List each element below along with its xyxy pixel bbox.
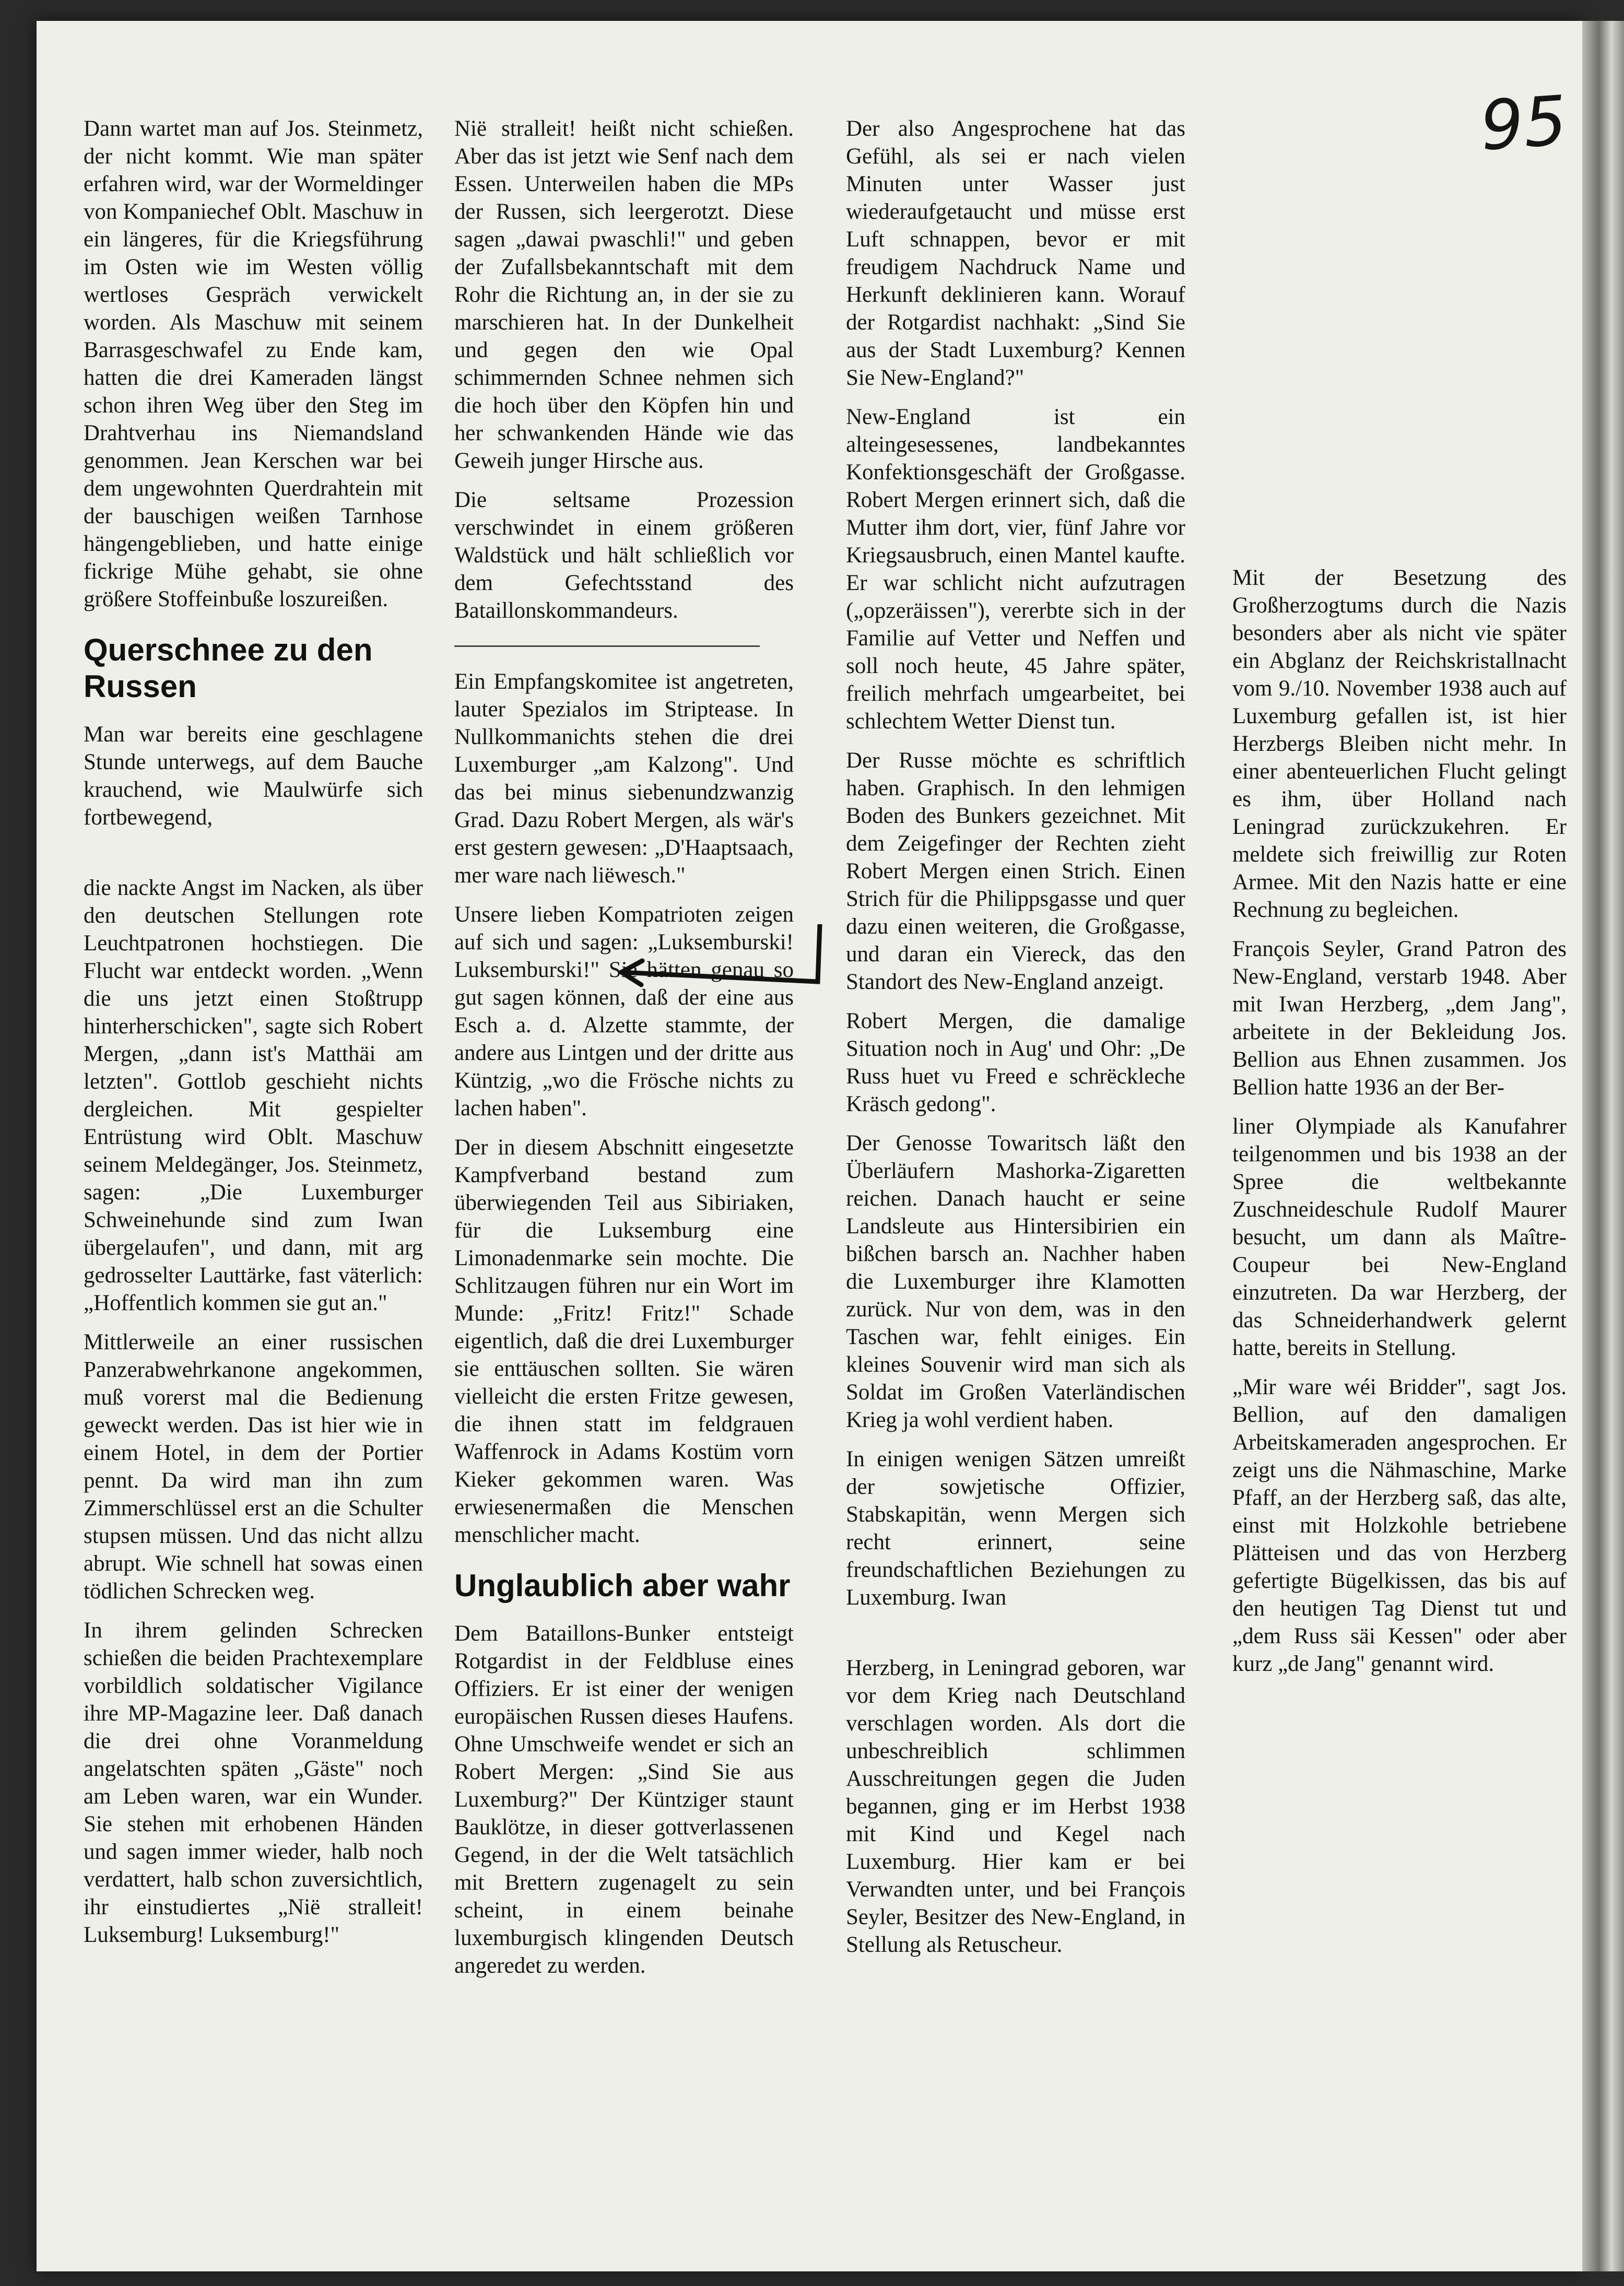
column-3: [846, 115, 1185, 1970]
page-edge: [1582, 21, 1624, 2271]
page-number: 95: [1477, 80, 1570, 166]
paragraph: Nië stralleit! heißt nicht schießen. Aber das ist jetzt wie Senf nach dem Essen. Unterweilen haben die MPs der Russen, sich leergerotzt. Diese sagen „dawai pwaschli!" und geben der Zufallsbekanntschaft mit dem Rohr die Richtung an, in der sie zu marschieren hat. In der Dunkelheit und gegen den wie Opal schimmernden Schnee nehmen sich die hoch über den Köpfen hin und her schwankenden Hände wie das Geweih junger Hirsche aus.: [454, 116, 794, 473]
paragraph: Ein Empfangskomitee ist angetreten, lauter Spezialos im Striptease. In Nullkommanichts stehen die drei Luxemburger „am Kalzong". Und das bei minus siebenundzwanzig Grad. Dazu Robert Mergen, als wär's erst gestern gewesen: „D'Haaptsaach, mer ware nach liëwesch.": [454, 669, 794, 888]
paragraph: New-England ist ein alteingesessenes, landbekanntes Konfektionsgeschäft der Großgasse. Robert Mergen erinnert sich, daß die Mutter ihm dort, vier, fünf Jahre vor Kriegsausbruch, einen Mantel kaufte. Er war schlicht nicht aufzutragen („opzeräissen"), vererbte sich in der Familie auf Vetter und Neffen und soll noch heute, 45 Jahre später, freilich mehrfach umgearbeitet, bei schlechtem Wetter Dienst tun.: [846, 405, 1185, 734]
paragraph: die nackte Angst im Nacken, als über den deutschen Stellungen rote Leuchtpatronen hochstiegen. Die Flucht war entdeckt worden. „Wenn die uns jetzt einen Stoßtrupp hinterherschicken", sagte sich Robert Mergen, „dann ist's Matthäi am letzten". Gottlob geschieht nichts dergleichen. Mit gespielter Entrüstung wird Oblt. Maschuw seinem Meldegänger, Jos. Steinmetz, sagen: „Die Luxemburger Schweinehunde sind zum Iwan übergelaufen", und dann, mit arg gedrosselter Lauttärke, fast väterlich: „Hoffentlich kommen sie gut an.": [84, 876, 423, 1315]
paragraph: Mit der Besetzung des Großherzogtums durch die Nazis besonders aber als nicht vie später ein Abglanz der Reichskristallnacht vom 9./10. November 1938 auch auf Luxemburg gefallen ist, ist hier Herzbergs Bleiben nicht mehr. In einer abenteuerlichen Flucht gelingt es ihm, über Holland nach Leningrad zurückzukehren. Er meldete sich freiwillig zur Roten Armee. Mit den Nazis hatte er eine Rechnung zu begleichen.: [1232, 565, 1567, 922]
paragraph: Der in diesem Abschnitt eingesetzte Kampfverband bestand zum überwiegenden Teil aus Sibiriaken, für die Luksemburg eine Limonadenmarke sein mochte. Die Schlitzaugen führen nur ein Wort im Munde: „Fritz! Fritz!" Schade eigentlich, daß die drei Luxemburger sie enttäuschen sollten. Sie wären vielleicht die ersten Fritze gewesen, die ihnen statt im feldgrauen Waffenrock in Adams Kostüm vorn Kieker gekommen waren. Was erwiesenermaßen die Menschen menschlicher macht.: [454, 1135, 794, 1547]
paragraph: Die seltsame Prozession verschwindet in einem größeren Waldstück und hält schließlich vor dem Gefechtsstand des Bataillonskommandeurs.: [454, 488, 794, 623]
column-gap: [846, 1623, 1185, 1654]
column-gap: [84, 843, 423, 874]
column-4: [1232, 564, 1567, 1689]
column-2: [454, 115, 794, 1991]
section-heading: Querschnee zu den Russen: [84, 632, 373, 704]
paragraph: Herzberg, in Leningrad geboren, war vor dem Krieg nach Deutschland verschlagen worden. Als dort die unbeschreiblich schlimmen Ausschreitungen gegen die Juden begannen, ging er im Herbst 1938 mit Kind und Kegel nach Luxemburg. Hier kam er bei Verwandten unter, und bei François Seyler, Besitzer des New-England, in Stellung als Retuscheur.: [846, 1656, 1185, 1957]
section-heading: Unglaublich aber wahr: [454, 1568, 791, 1603]
paragraph: Robert Mergen, die damalige Situation noch in Aug' und Ohr: „De Russ huet vu Freed e schrëckleche Kräsch gedong".: [846, 1009, 1185, 1116]
paragraph: Unsere lieben Kompatrioten zeigen auf sich und sagen: „Luksemburski! Luksemburski!" Sie hätten genau so gut sagen können, daß der eine aus Esch a. d. Alzette stammte, der andere aus Lintgen und der dritte aus Küntzig, „wo die Frösche nichts zu lachen haben".: [454, 902, 794, 1121]
paragraph: Dem Bataillons-Bunker entsteigt Rotgardist in der Feldbluse eines Offiziers. Er ist einer der wenigen europäischen Russen dieses Haufens. Ohne Umschweife wendet er sich an Robert Mergen: „Sind Sie aus Luxemburg?" Der Küntziger staunt Bauklötze, in dieser gottverlassenen Gegend, in der die Welt tatsächlich mit Brettern zugenagelt zu sein scheint, in einem beinahe luxemburgisch klingenden Deutsch angeredet zu werden.: [454, 1621, 794, 1978]
paragraph: Mittlerweile an einer russischen Panzerabwehrkanone angekommen, muß vorerst mal die Bedienung geweckt werden. Das ist hier wie in einem Hotel, in dem der Portier pennt. Da wird man ihn zum Zimmerschlüssel erst an die Schulter stupsen müssen. Und das nicht allzu abrupt. Wie schnell hat sowas einen tödlichen Schrecken weg.: [84, 1330, 423, 1604]
paragraph: In einigen wenigen Sätzen umreißt der sowjetische Offizier, Stabskapitän, wenn Mergen sich recht erinnert, seine freundschaftlichen Beziehungen zu Luxemburg. Iwan: [846, 1447, 1185, 1610]
paragraph: Dann wartet man auf Jos. Steinmetz, der nicht kommt. Wie man später erfahren wird, war der Wormeldinger von Kompaniechef Oblt. Maschuw in ein längeres, für die Kriegsführung im Osten wie im Westen völlig wertloses Gespräch verwickelt worden. Als Maschuw mit seinem Barrasgeschwafel zu Ende kam, hatten die drei Kameraden längst schon ihren Weg über den Steg im Drahtverhau ins Niemandsland genommen. Jean Kerschen war bei dem ungewohnten Querdrahtein mit der bauschigen weißen Tarnhose hängengeblieben, und hatte einige fickrige Mühe gehabt, sie ohne größere Stoffeinbuße loszureißen.: [84, 116, 423, 611]
paragraph: François Seyler, Grand Patron des New-England, verstarb 1948. Aber mit Iwan Herzberg, „dem Jang", arbeitete in der Bekleidung Jos. Bellion aus Ehnen zusammen. Jos Bellion hatte 1936 an der Ber-: [1232, 937, 1567, 1100]
paragraph: liner Olympiade als Kanufahrer teilgenommen und bis 1938 an der Spree die weltbekannte Zuschneideschule Rudolf Maurer besucht, um dann als Maître-Coupeur bei New-England einzutreten. Da war Herzberg, der das Schneiderhandwerk gelernt hatte, bereits in Stellung.: [1232, 1114, 1567, 1360]
paragraph: „Mir ware wéi Bridder", sagt Jos. Bellion, auf den damaligen Arbeitskameraden angesprochen. Er zeigt uns die Nähmaschine, Marke Pfaff, an der Herzberg saß, das alte, einst mit Holzkohle betriebene Plätteisen und das von Herzberg gefertigte Bügelkissen, das bis auf den heutigen Tag Dienst tut und „dem Russ säi Kessen" oder aber kurz „de Jang" genannt wird.: [1232, 1375, 1567, 1676]
paragraph: Man war bereits eine geschlagene Stunde unterwegs, auf dem Bauche krauchend, wie Maulwürfe sich fortbewegend,: [84, 722, 423, 830]
paragraph: In ihrem gelinden Schrecken schießen die beiden Prachtexemplare vorbildlich soldatischer Vigilance ihre MP-Magazine leer. Daß danach die drei ohne Voranmeldung angelatschten späten „Gäste" noch am Leben waren, war ein Wunder. Sie stehen mit erhobenen Händen und sagen immer wieder, halb noch verdattert, halb schon zuversichtlich, ihr einstudiertes „Nië stralleit! Luksemburg! Luksemburg!": [84, 1618, 423, 1947]
divider: [454, 645, 760, 647]
column-1: [84, 115, 423, 1960]
paragraph: Der Genosse Towaritsch läßt den Überläufern Mashorka-Zigaretten reichen. Danach haucht er seine Landsleute aus Hintersibirien ein bißchen barsch an. Nachher haben die Luxemburger ihre Klamotten zurück. Nur von dem, was in den Taschen war, fehlt einiges. Ein kleines Souvenir wird man sich als Soldat im Großen Vaterländischen Krieg ja wohl verdient haben.: [846, 1131, 1185, 1432]
paragraph: Der also Angesprochene hat das Gefühl, als sei er nach vielen Minuten unter Wasser just wiederaufgetaucht und müsse erst Luft schnappen, bevor er mit freudigem Nachdruck Name und Herkunft deklinieren kann. Worauf der Rotgardist nachhakt: „Sind Sie aus der Stadt Luxemburg? Kennen Sie New-England?": [846, 116, 1185, 390]
paragraph: Der Russe möchte es schriftlich haben. Graphisch. In den lehmigen Boden des Bunkers gezeichnet. Mit dem Zeigefinger der Rechten zieht Robert Mergen einen Strich. Einen Strich für die Philippsgasse und quer dazu einen weiteren, die Großgasse, und daran ein Viereck, das den Standort des New-England anzeigt.: [846, 748, 1185, 994]
hand-drawn-arrow-icon: [590, 924, 830, 992]
